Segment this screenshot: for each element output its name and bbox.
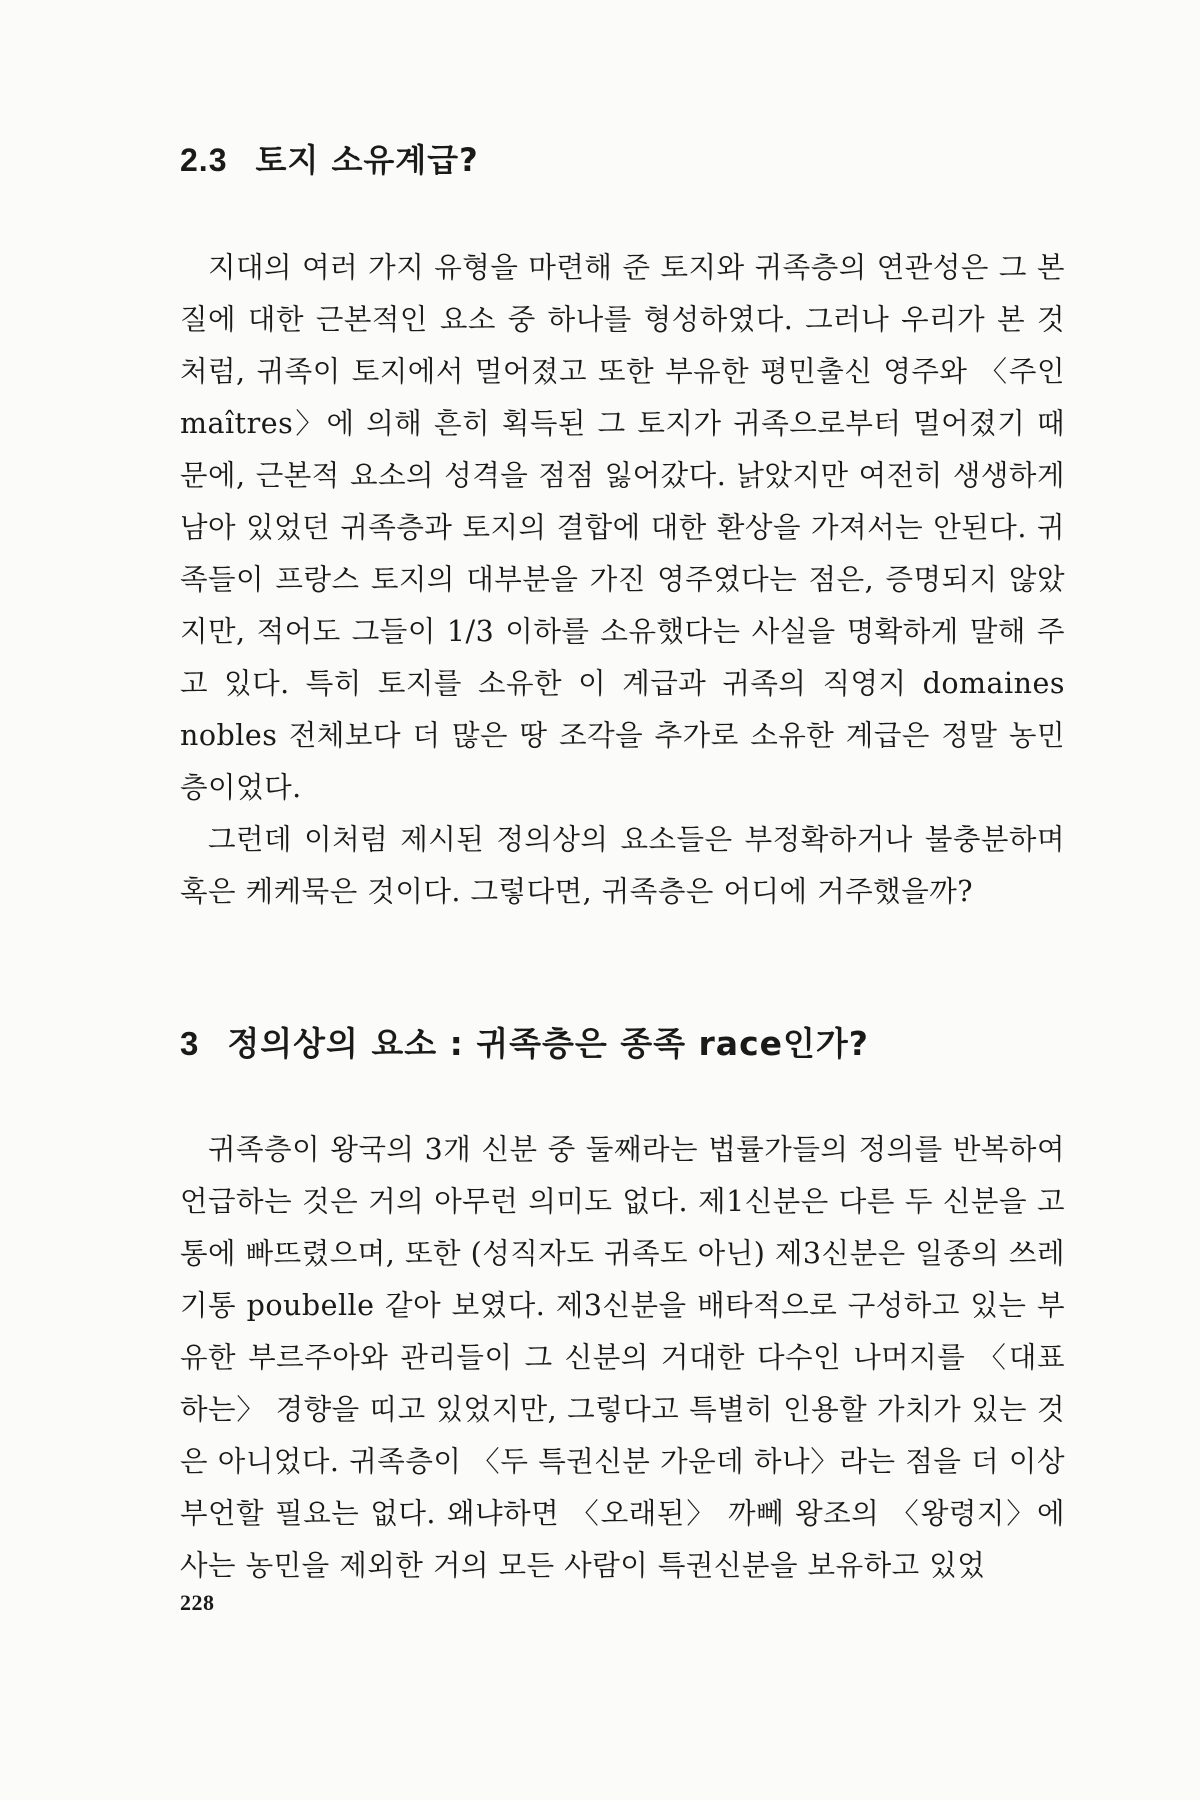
section-2-3-heading xyxy=(180,138,1065,182)
body-paragraph: 그런데 이처럼 제시된 정의상의 요소들은 부정확하거나 불충분하며 혹은 케케묵은 것이다. 그렇다면, 귀족층은 어디에 거주했을까? xyxy=(180,823,1065,908)
body-paragraph: 지대의 여러 가지 유형을 마련해 준 토지와 귀족층의 연관성은 그 본질에 대한 근본적인 요소 중 하나를 형성하였다. 그러나 우리가 본 것처럼, 귀족이 토지에서 멀어졌고 또한 부유한 평민출신 영주와 〈주인 maîtres〉에 의해 흔히 획득된 그 토지가 귀족으로부터 멀어졌기 때문에, 근본적 요소의 성격을 점점 잃어갔다. 낡았지만 여전히 생생하게 남아 있었던 귀족층과 토지의 결합에 대한 환상을 가져서는 안된다. 귀족들이 프랑스 토지의 대부분을 가진 영주였다는 점은, 증명되지 않았지만, 적어도 그들이 1/3 이하를 소유했다는 사실을 명확하게 말해 주고 있다. 특히 토지를 소유한 이 계급과 귀족의 직영지 domaines nobles 전체보다 더 많은 땅 조각을 추가로 소유한 계급은 정말 농민층이었다. xyxy=(180,251,1065,804)
body-paragraph: 귀족층이 왕국의 3개 신분 중 둘째라는 법률가들의 정의를 반복하여 언급하는 것은 거의 아무런 의미도 없다. 제1신분은 다른 두 신분을 고통에 빠뜨렸으며, 또한 (성직자도 귀족도 아닌) 제3신분은 일종의 쓰레기통 poubelle 같아 보였다. 제3신분을 배타적으로 구성하고 있는 부유한 부르주아와 관리들이 그 신분의 거대한 다수인 나머지를 〈대표하는〉 경향을 띠고 있었지만, 그렇다고 특별히 인용할 가치가 있는 것은 아니었다. 귀족층이 〈두 특권신분 가운데 하나〉라는 점을 더 이상 부언할 필요는 없다. 왜냐하면 〈오래된〉 까뻬 왕조의 〈왕령지〉에 사는 농민을 제외한 거의 모든 사람이 특권신분을 보유하고 있었 xyxy=(180,1133,1065,1582)
section-3-heading xyxy=(180,1022,1065,1066)
page-content xyxy=(180,138,1065,1592)
section-number: 3 xyxy=(180,1025,200,1062)
section-spacer xyxy=(180,918,1065,1022)
section-title: 토지 소유계급? xyxy=(255,141,479,179)
section-title: 정의상의 요소 : 귀족층은 종족 race인가? xyxy=(227,1024,869,1063)
section-number: 2.3 xyxy=(180,142,228,178)
page-number: 228 xyxy=(180,1590,215,1615)
